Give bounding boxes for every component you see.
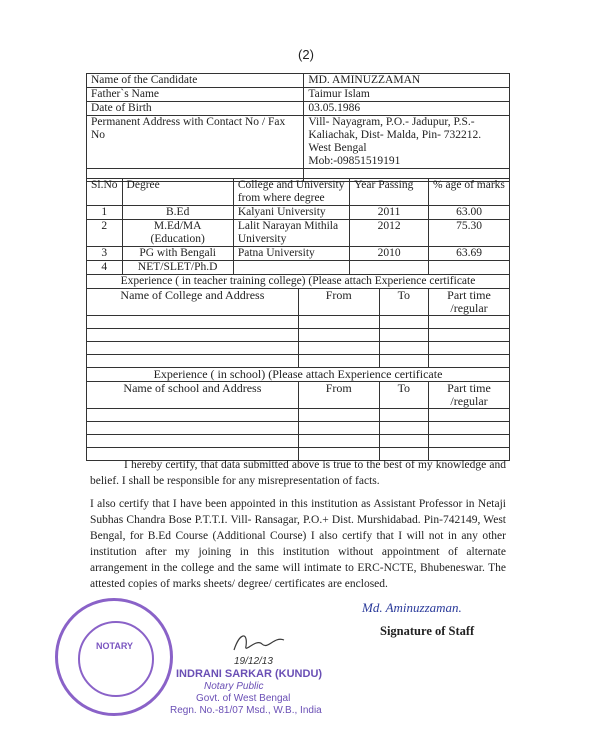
table-row (87, 342, 510, 355)
cell-college: Lalit Narayan Mithila University (233, 220, 349, 247)
cell-college (233, 261, 349, 275)
education-header (87, 179, 510, 206)
table-row (87, 261, 510, 275)
header-part-time: Part time /regular (429, 289, 510, 316)
experience-school-title: Experience ( in school) (Please attach Experience certificate (87, 368, 510, 382)
cell-year: 2011 (350, 206, 429, 220)
cell-college: Patna University (233, 247, 349, 261)
cell-marks (429, 261, 510, 275)
experience-school-header (87, 382, 510, 409)
cell-degree: B.Ed (122, 206, 233, 220)
table-row (87, 316, 510, 329)
address-line: Kaliachak, Dist- Malda, Pin- 732212. (308, 129, 482, 141)
father-row (87, 88, 510, 102)
table-row (87, 355, 510, 368)
table-row (87, 206, 510, 220)
table-row (87, 220, 510, 247)
notary-title: Notary Public (204, 681, 264, 692)
cell-sl: 2 (87, 220, 123, 247)
header-to: To (379, 382, 428, 409)
cell-college: Kalyani University (233, 206, 349, 220)
cell-marks: 63.69 (429, 247, 510, 261)
cell-degree: M.Ed/MA (Education) (122, 220, 233, 247)
header-from: From (298, 382, 379, 409)
experience-college-title: Experience ( in teacher training college) (Please attach Experience certificate (87, 275, 510, 289)
father-value: Taimur Islam (304, 88, 510, 102)
address-line: Mob:-09851519191 (308, 155, 401, 167)
header-from: From (298, 289, 379, 316)
name-row (87, 74, 510, 88)
father-label: Father`s Name (87, 88, 304, 102)
experience-college-title-row (87, 275, 510, 289)
table-row (87, 422, 510, 435)
cell-sl: 1 (87, 206, 123, 220)
staff-signature: Md. Aminuzzaman. (362, 600, 462, 615)
notary-name: INDRANI SARKAR (KUNDU) (176, 668, 323, 680)
cell-sl: 4 (87, 261, 123, 275)
header-part-time: Part time /regular (429, 382, 510, 409)
name-label: Name of the Candidate (87, 74, 304, 88)
notary-seal (55, 598, 173, 716)
table-row (87, 247, 510, 261)
notary-seal-inner-ring (78, 621, 154, 697)
address-line: Vill- Nayagram, P.O.- Jadupur, P.S.- (308, 116, 475, 128)
candidate-details-table (86, 73, 510, 182)
certify-paragraph-2: I also certify that I have been appointed in this institution as Assistant Professor in Netaji Subhas Chandra Bose P.T.T.I. Vill- Ransagar, P.O.+ Dist. Murshidabad. Pin-742149, West Bengal, for B.Ed Course (Additional Course) I also certify that I will not in any other institution after my joining in this institution without appointment of alternate arrangement in the college and the same will intimate to ERC-NCTE, Bhubeneswar. The attested copies of marks sheets/ degree/ certificates are enclosed. (90, 498, 506, 590)
cell-year: 2010 (350, 247, 429, 261)
table-row (87, 435, 510, 448)
dob-value: 03.05.1986 (304, 102, 510, 116)
notary-regn: Regn. No.-81/07 Msd., W.B., India (170, 705, 322, 716)
table-row (87, 409, 510, 422)
address-label: Permanent Address with Contact No / Fax No (87, 116, 304, 169)
notary-signature (230, 628, 290, 658)
certify-paragraph-1: I hereby certify, that data submitted above is true to the best of my knowledge and belief. I shall be responsible for any misrepresentation of facts. (90, 459, 506, 487)
cell-sl: 3 (87, 247, 123, 261)
header-year: Year Passing (350, 179, 429, 206)
header-college: College and University from where degree (233, 179, 349, 206)
header-marks: % age of marks (429, 179, 510, 206)
experience-school-title-row (87, 368, 510, 382)
name-value: MD. AMINUZZAMAN (304, 74, 510, 88)
table-row (87, 329, 510, 342)
header-slno: Sl.No (87, 179, 123, 206)
cell-marks: 63.00 (429, 206, 510, 220)
education-table (86, 178, 510, 461)
notary-govt: Govt. of West Bengal (196, 693, 291, 704)
cell-marks: 75.30 (429, 220, 510, 247)
header-to: To (379, 289, 428, 316)
notary-seal-text: NOTARY (96, 641, 133, 651)
cell-degree: PG with Bengali (122, 247, 233, 261)
dob-row (87, 102, 510, 116)
staff-signature-label: Signature of Staff (380, 624, 475, 638)
header-school-name: Name of school and Address (87, 382, 299, 409)
experience-college-header (87, 289, 510, 316)
address-line: West Bengal (308, 142, 367, 154)
address-row (87, 116, 510, 169)
page-number: (2) (298, 47, 314, 62)
header-degree: Degree (122, 179, 233, 206)
address-value (304, 116, 510, 169)
header-college-name: Name of College and Address (87, 289, 299, 316)
dob-label: Date of Birth (87, 102, 304, 116)
cell-year (350, 261, 429, 275)
cell-degree: NET/SLET/Ph.D (122, 261, 233, 275)
notary-date: 19/12/13 (234, 656, 273, 667)
cell-year: 2012 (350, 220, 429, 247)
